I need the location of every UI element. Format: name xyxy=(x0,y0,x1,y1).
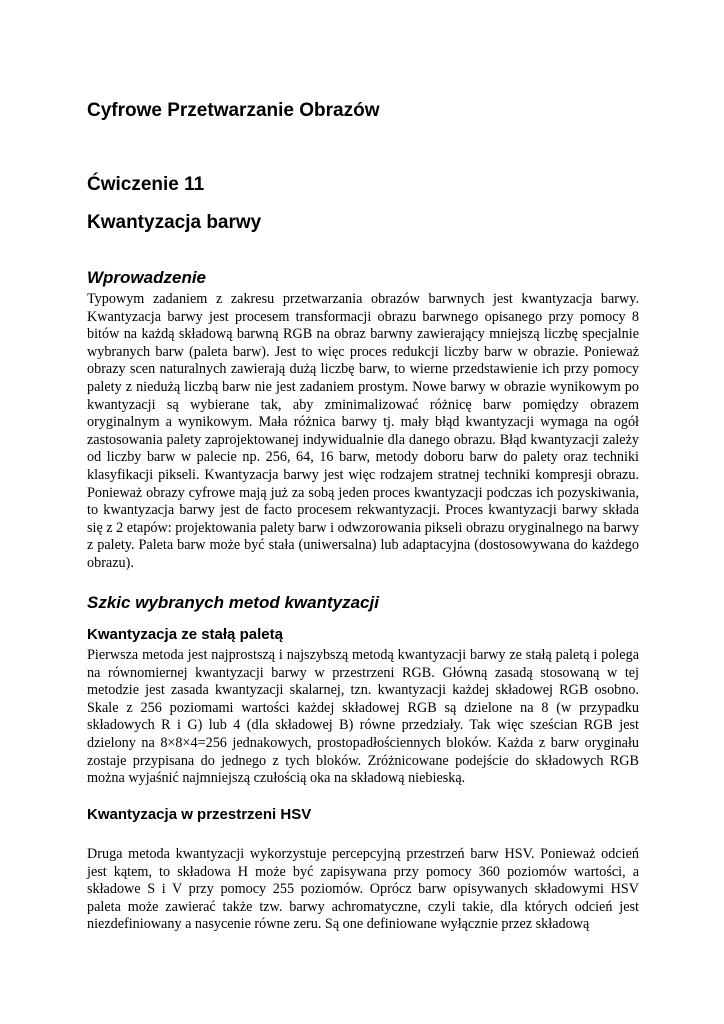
hsv-paragraph: Druga metoda kwantyzacji wykorzystuje percepcyjną przestrzeń barw HSV. Ponieważ odcień jest kątem, to składowa H może być zapisywana przy pomocy 360 poziomów wartości, a składowe S i V przy pomocy 255 poziomów. Oprócz barw opisywanych składowymi HSV paleta może zawierać także tzw. barwy achromatyczne, czyli takie, dla których odcień jest niezdefiniowany a nasycenie równe zeru. Są one definiowane wyłącznie przez składową xyxy=(87,846,639,933)
hsv-heading: Kwantyzacja w przestrzeni HSV xyxy=(87,806,312,823)
intro-heading: Wprowadzenie xyxy=(87,268,207,287)
exercise-heading: Ćwiczenie 11 xyxy=(87,174,205,195)
intro-paragraph: Typowym zadaniem z zakresu przetwarzania obrazów barwnych jest kwantyzacja barwy. Kwantyzacja barwy jest procesem transformacji obrazu barwnego opisanego przy pomocy 8 bitów na każdą składową barwną RGB na obraz barwny zawierający mniejszą liczbę specjalnie wybranych barw (paleta barw). Jest to więc proces redukcji liczby barw w obrazie. Ponieważ obrazy scen naturalnych zawierają dużą liczbę barw, to wierne przedstawienie ich przy pomocy palety z niedużą liczbą barw nie jest zadaniem prostym. Nowe barwy w obrazie wynikowym po kwantyzacji są wybierane tak, aby zminimalizować różnicę barw pomiędzy obrazem oryginalnym a wynikowym. Mała różnica barwy tj. mały błąd kwantyzacji wymaga na ogół zastosowania palety zaprojektowanej indywidualnie dla danego obrazu. Błąd kwantyzacji zależy od liczby barw w palecie np. 256, 64, 16 barw, metody doboru barw do palety oraz techniki klasyfikacji pikseli. Kwantyzacja barwy jest więc rodzajem stratnej techniki kompresji obrazu. Ponieważ obrazy cyfrowe mają już za sobą jeden proces kwantyzacji podczas ich pozyskiwania, to kwantyzacja barwy jest de facto procesem rekwantyzacji. Proces kwantyzacji barwy składa się z 2 etapów: projektowania palety barw i odwzorowania pikseli obrazu oryginalnego na barwy z palety. Paleta barw może być stała (uniwersalna) lub adaptacyjna (dostosowywana do każdego obrazu). xyxy=(87,291,639,571)
document-title: Cyfrowe Przetwarzanie Obrazów xyxy=(87,100,380,121)
topic-heading: Kwantyzacja barwy xyxy=(87,212,262,233)
fixed-palette-paragraph: Pierwsza metoda jest najprostszą i najszybszą metodą kwantyzacji barwy ze stałą paletą i polega na równomiernej kwantyzacji barwy w przestrzeni RGB. Główną zasadą stosowaną w tej metodzie jest zasada kwantyzacji skalarnej, tzn. kwantyzacji każdej składowej RGB osobno. Skale z 256 poziomami wartości każdej składowej RGB są dzielone na 8 (w przypadku składowych R i G) lub 4 (dla składowej B) równe przedziały. Tak więc sześcian RGB jest dzielony na 8×8×4=256 jednakowych, prostopadłościennych bloków. Każda z barw oryginału zostaje przypisana do jednego z tych bloków. Zróżnicowane podejście do składowych RGB można wyjaśnić najmniejszą czułością oka na składową niebieską. xyxy=(87,647,639,787)
methods-heading: Szkic wybranych metod kwantyzacji xyxy=(87,593,379,612)
fixed-palette-heading: Kwantyzacja ze stałą paletą xyxy=(87,626,283,643)
